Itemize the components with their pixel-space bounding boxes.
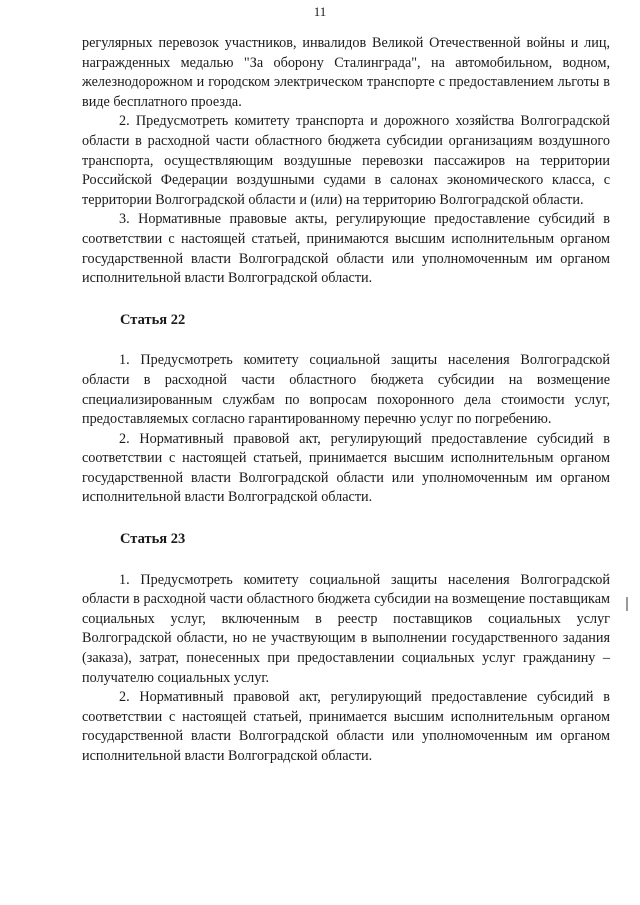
article-22-paragraph-1: 1. Предусмотреть комитету социальной защиты населения Волгоградской области в расходной части областного бюджета субсидии на возмещение специализированным службам по вопросам похоронного дела стоимости услуг, предоставляемых согласно гарантированному перечню услуг по погребению. — [82, 352, 610, 428]
paragraph-item-3: 3. Нормативные правовые акты, регулирующие предоставление субсидий в соответствии с настоящей статьей, принимаются высшим исполнительным органом государственной власти Волгоградской области или уполномоченным им органом исполнительной власти Волгоградской области. — [82, 211, 610, 287]
scan-edge-mark — [626, 597, 628, 611]
document-body — [82, 34, 610, 767]
article-22-paragraph-2: 2. Нормативный правовой акт, регулирующий предоставление субсидий в соответствии с настоящей статьей, принимается высшим исполнительным органом государственной власти Волгоградской области или уполномоченным им органом исполнительной власти Волгоградской области. — [82, 430, 610, 506]
paragraph-continuation: регулярных перевозок участников, инвалидов Великой Отечественной войны и лиц, награжденных медалью "За оборону Сталинграда", на автомобильном, водном, железнодорожном и городском электрическом транспорте с предоставлением льготы в виде бесплатного проезда. — [82, 35, 610, 110]
article-23-paragraph-2: 2. Нормативный правовой акт, регулирующий предоставление субсидий в соответствии с настоящей статьей, принимается высшим исполнительным органом государственной власти Волгоградской области или уполномоченным им органом исполнительной власти Волгоградской области. — [82, 689, 610, 764]
page-number: 11 — [313, 4, 327, 19]
article-23-title: Статья 23 — [120, 531, 186, 548]
paragraph-item-2: 2. Предусмотреть комитету транспорта и дорожного хозяйства Волгоградской области в расходной части областного бюджета субсидии организациям воздушного транспорта, осуществляющим воздушные перевозки пассажиров на территории Российской Федерации воздушными судами в салонах экономического класса, с территории Волгоградской области и (или) на территорию Волгоградской области. — [82, 113, 610, 208]
article-22-title: Статья 22 — [120, 311, 186, 328]
article-23-paragraph-1: 1. Предусмотреть комитету социальной защиты населения Волгоградской области в расходной части областного бюджета субсидии на возмещение поставщикам социальных услуг, включенным в реестр поставщиков социальных услуг Волгоградской области, но не участвующим в выполнении государственного задания (заказа), затрат, понесенных при предоставлении социальных услуг гражданину – получателю социальных услуг. — [82, 571, 610, 686]
